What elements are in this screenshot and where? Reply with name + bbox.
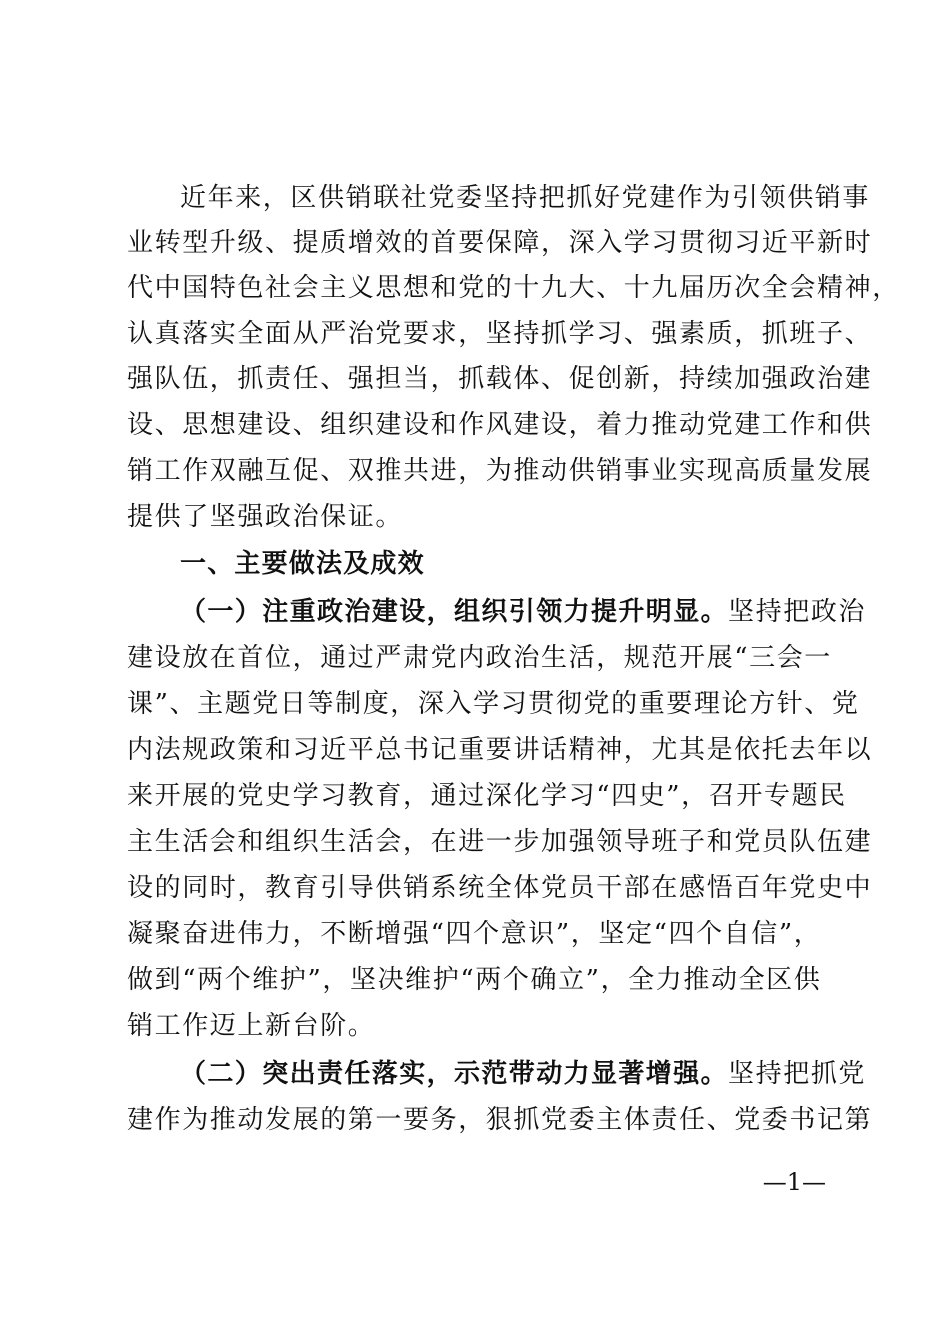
subsection-1-line-5: 来开展的党史学习教育，通过深化学习“四史”，召开专题民: [127, 781, 847, 811]
subsection-1-line-2: 建设放在首位，通过严肃党内政治生活，规范开展“三会一: [127, 643, 832, 673]
page-number: —1—: [762, 1168, 826, 1196]
subsection-1-line-9: 做到“两个维护”，坚决维护“两个确立”，全力推动全区供: [127, 965, 822, 995]
intro-line-4: 认真落实全面从严治党要求，坚持抓学习、强素质，抓班子、: [127, 319, 873, 349]
subsection-1-line-8: 凝聚奋进伟力，不断增强“四个意识”，坚定“四个自信”，: [127, 919, 822, 949]
subsection-1-line-4: 内法规政策和习近平总书记重要讲话精神，尤其是依托去年以: [127, 735, 873, 765]
subsection-1-first-line: [180, 594, 867, 630]
intro-line-2: 业转型升级、提质增效的首要保障，深入学习贯彻习近平新时: [127, 228, 873, 258]
intro-line-6: 设、思想建设、组织建设和作风建设，着力推动党建工作和供: [127, 410, 873, 440]
intro-line-5: 强队伍，抓责任、强担当，抓载体、促创新，持续加强政治建: [127, 364, 873, 394]
intro-line-7: 销工作双融互促、双推共进，为推动供销事业实现高质量发展: [127, 456, 873, 486]
subsection-2-first-line-rest: 坚持把抓党: [728, 1059, 867, 1089]
subsection-1-title: （一）注重政治建设，组织引领力提升明显。: [180, 597, 729, 627]
subsection-2-title: （二）突出责任落实，示范带动力显著增强。: [180, 1059, 729, 1089]
subsection-1-line-10: 销工作迈上新台阶。: [127, 1011, 376, 1041]
intro-line-3: 代中国特色社会主义思想和党的十九大、十九届历次全会精神，: [127, 273, 900, 303]
subsection-2-line-2: 建作为推动发展的第一要务，狠抓党委主体责任、党委书记第: [127, 1105, 873, 1135]
subsection-1-line-3: 课”、主题党日等制度，深入学习贯彻党的重要理论方针、党: [127, 689, 860, 719]
subsection-1-line-7: 设的同时，教育引导供销系统全体党员干部在感悟百年党史中: [127, 873, 873, 903]
subsection-2-first-line: [180, 1056, 867, 1092]
subsection-1-first-line-rest: 坚持把政治: [728, 597, 867, 627]
intro-line-8: 提供了坚强政治保证。: [127, 502, 404, 532]
subsection-1-line-6: 主生活会和组织生活会，在进一步加强领导班子和党员队伍建: [127, 827, 873, 857]
intro-line-1: 近年来，区供销联社党委坚持把抓好党建作为引领供销事: [180, 183, 871, 213]
section-heading: 一、主要做法及成效: [180, 549, 425, 579]
